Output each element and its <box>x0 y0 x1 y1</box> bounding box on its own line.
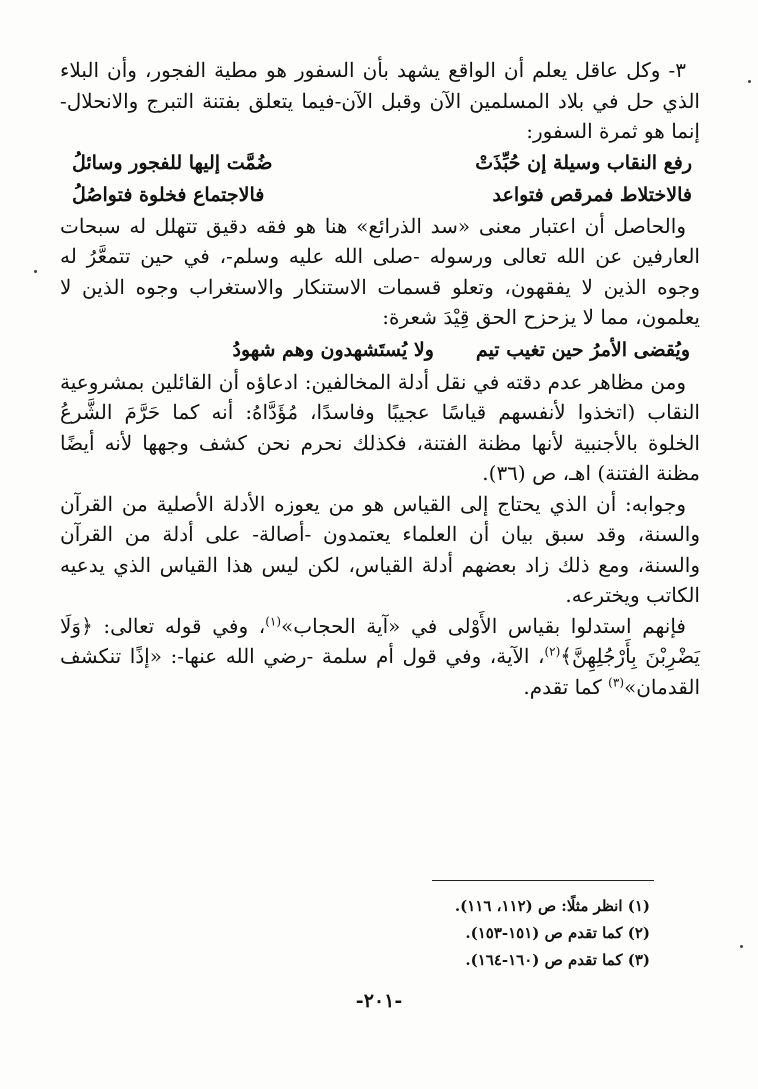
paragraph-5-part-d: كما تقدم. <box>523 674 609 699</box>
verse-3-second-hemistich: ولا يُستَشهدون وهم شهودُ <box>232 338 434 361</box>
scan-speck <box>34 270 37 273</box>
page-number: -٢٠١- <box>355 990 403 1012</box>
verse-2-first-hemistich: فالاختلاط فمرقص فتواعد <box>492 183 692 206</box>
verse-line-2 <box>60 179 700 211</box>
verse-1-first-hemistich: رفع النقاب وسيلة إن حُبِّذَتْ <box>475 151 692 174</box>
paragraph-5-part-c: ، الآية، وفي قول أم سلمة -رضي الله عنها-: «إذًا تنكشف القدمان» <box>60 644 700 699</box>
footnotes <box>455 893 650 974</box>
verse-3-first-hemistich: ويُقضى الأمرُ حين تغيب تيم <box>475 338 690 361</box>
footnote-2: (٢) كما تقدم ص (١٥١-١٥٣). <box>465 924 650 942</box>
paragraph-5-part-a: فإنهم استدلوا بقياس الأَوْلى في «آية الحجاب» <box>281 613 686 638</box>
verse-line-3 <box>60 333 700 367</box>
paragraph-2: والحاصل أن اعتبار معنى «سد الذرائع» هنا هو فقه دقيق تتهلل له سبحات العارفين عن الله تعالى ورسوله -صلى الله عليه وسلم-، في حين تتمعَّرُ له وجوه الذين لا يفقهون، وتعلو قسمات الاستنكار والاستغراب وجوه الذين لا يعلمون، مما لا يزحزح الحق قِيْدَ شعرة: <box>60 213 700 329</box>
footnote-1: (١) انظر مثلًا: ص (١١٢، ١١٦). <box>454 897 650 915</box>
paragraph-5-part-b: ، وفي قوله تعالى: ﴿وَلَا يَضْرِبْنَ بِأَرْجُلِهِنَّ﴾ <box>60 613 700 668</box>
scan-speck <box>740 945 743 948</box>
verse-1-second-hemistich: ضُمَّت إليها للفجور وسائلُ <box>72 151 273 174</box>
footnote-3: (٣) كما تقدم ص (١٦٠-١٦٤). <box>465 951 650 969</box>
paragraph-1: ٣- وكل عاقل يعلم أن الواقع يشهد بأن السفور هو مطية الفجور، وأن البلاء الذي حل في بلاد المسلمين الآن وقبل الآن-فيما يتعلق بفتنة التبرج والانحلال- إنما هو ثمرة السفور: <box>60 58 700 143</box>
footnote-ref-2: (٢) <box>544 644 561 659</box>
paragraph-3: ومن مظاهر عدم دقته في نقل أدلة المخالفين: ادعاؤه أن القائلين بمشروعية النقاب (اتخذوا لأنفسهم قياسًا عجيبًا وفاسدًا، مُؤَدَّاهُ: أنه كما حَرَّمَ الشَّرعُ الخلوة بالأجنبية لأنها مظنة الفتنة، فكذلك نحرم نحن كشف وجهها لأنه أيضًا مظنة الفتنة) اهـ، ص (٣٦). <box>60 369 700 485</box>
footnote-separator <box>432 880 654 881</box>
scan-speck <box>748 80 751 83</box>
verse-line-1 <box>60 147 700 179</box>
page-body <box>60 55 700 702</box>
footnote-ref-1: (١) <box>265 613 282 628</box>
verse-2-second-hemistich: فالاجتماع فخلوة فتواصُلُ <box>72 183 265 206</box>
footnote-ref-3: (٣) <box>608 674 624 689</box>
paragraph-4: وجوابه: أن الذي يحتاج إلى القياس هو من يعوزه الأدلة الأصلية من القرآن والسنة، وقد سبق بيان أن العلماء يعتمدون -أصالة- على أدلة من القرآن والسنة، ومع ذلك زاد بعضهم أدلة القياس، لكن ليس هذا القياس الذي يدعيه الكاتب ويخترعه. <box>60 491 700 607</box>
paragraph-5 <box>60 611 700 703</box>
